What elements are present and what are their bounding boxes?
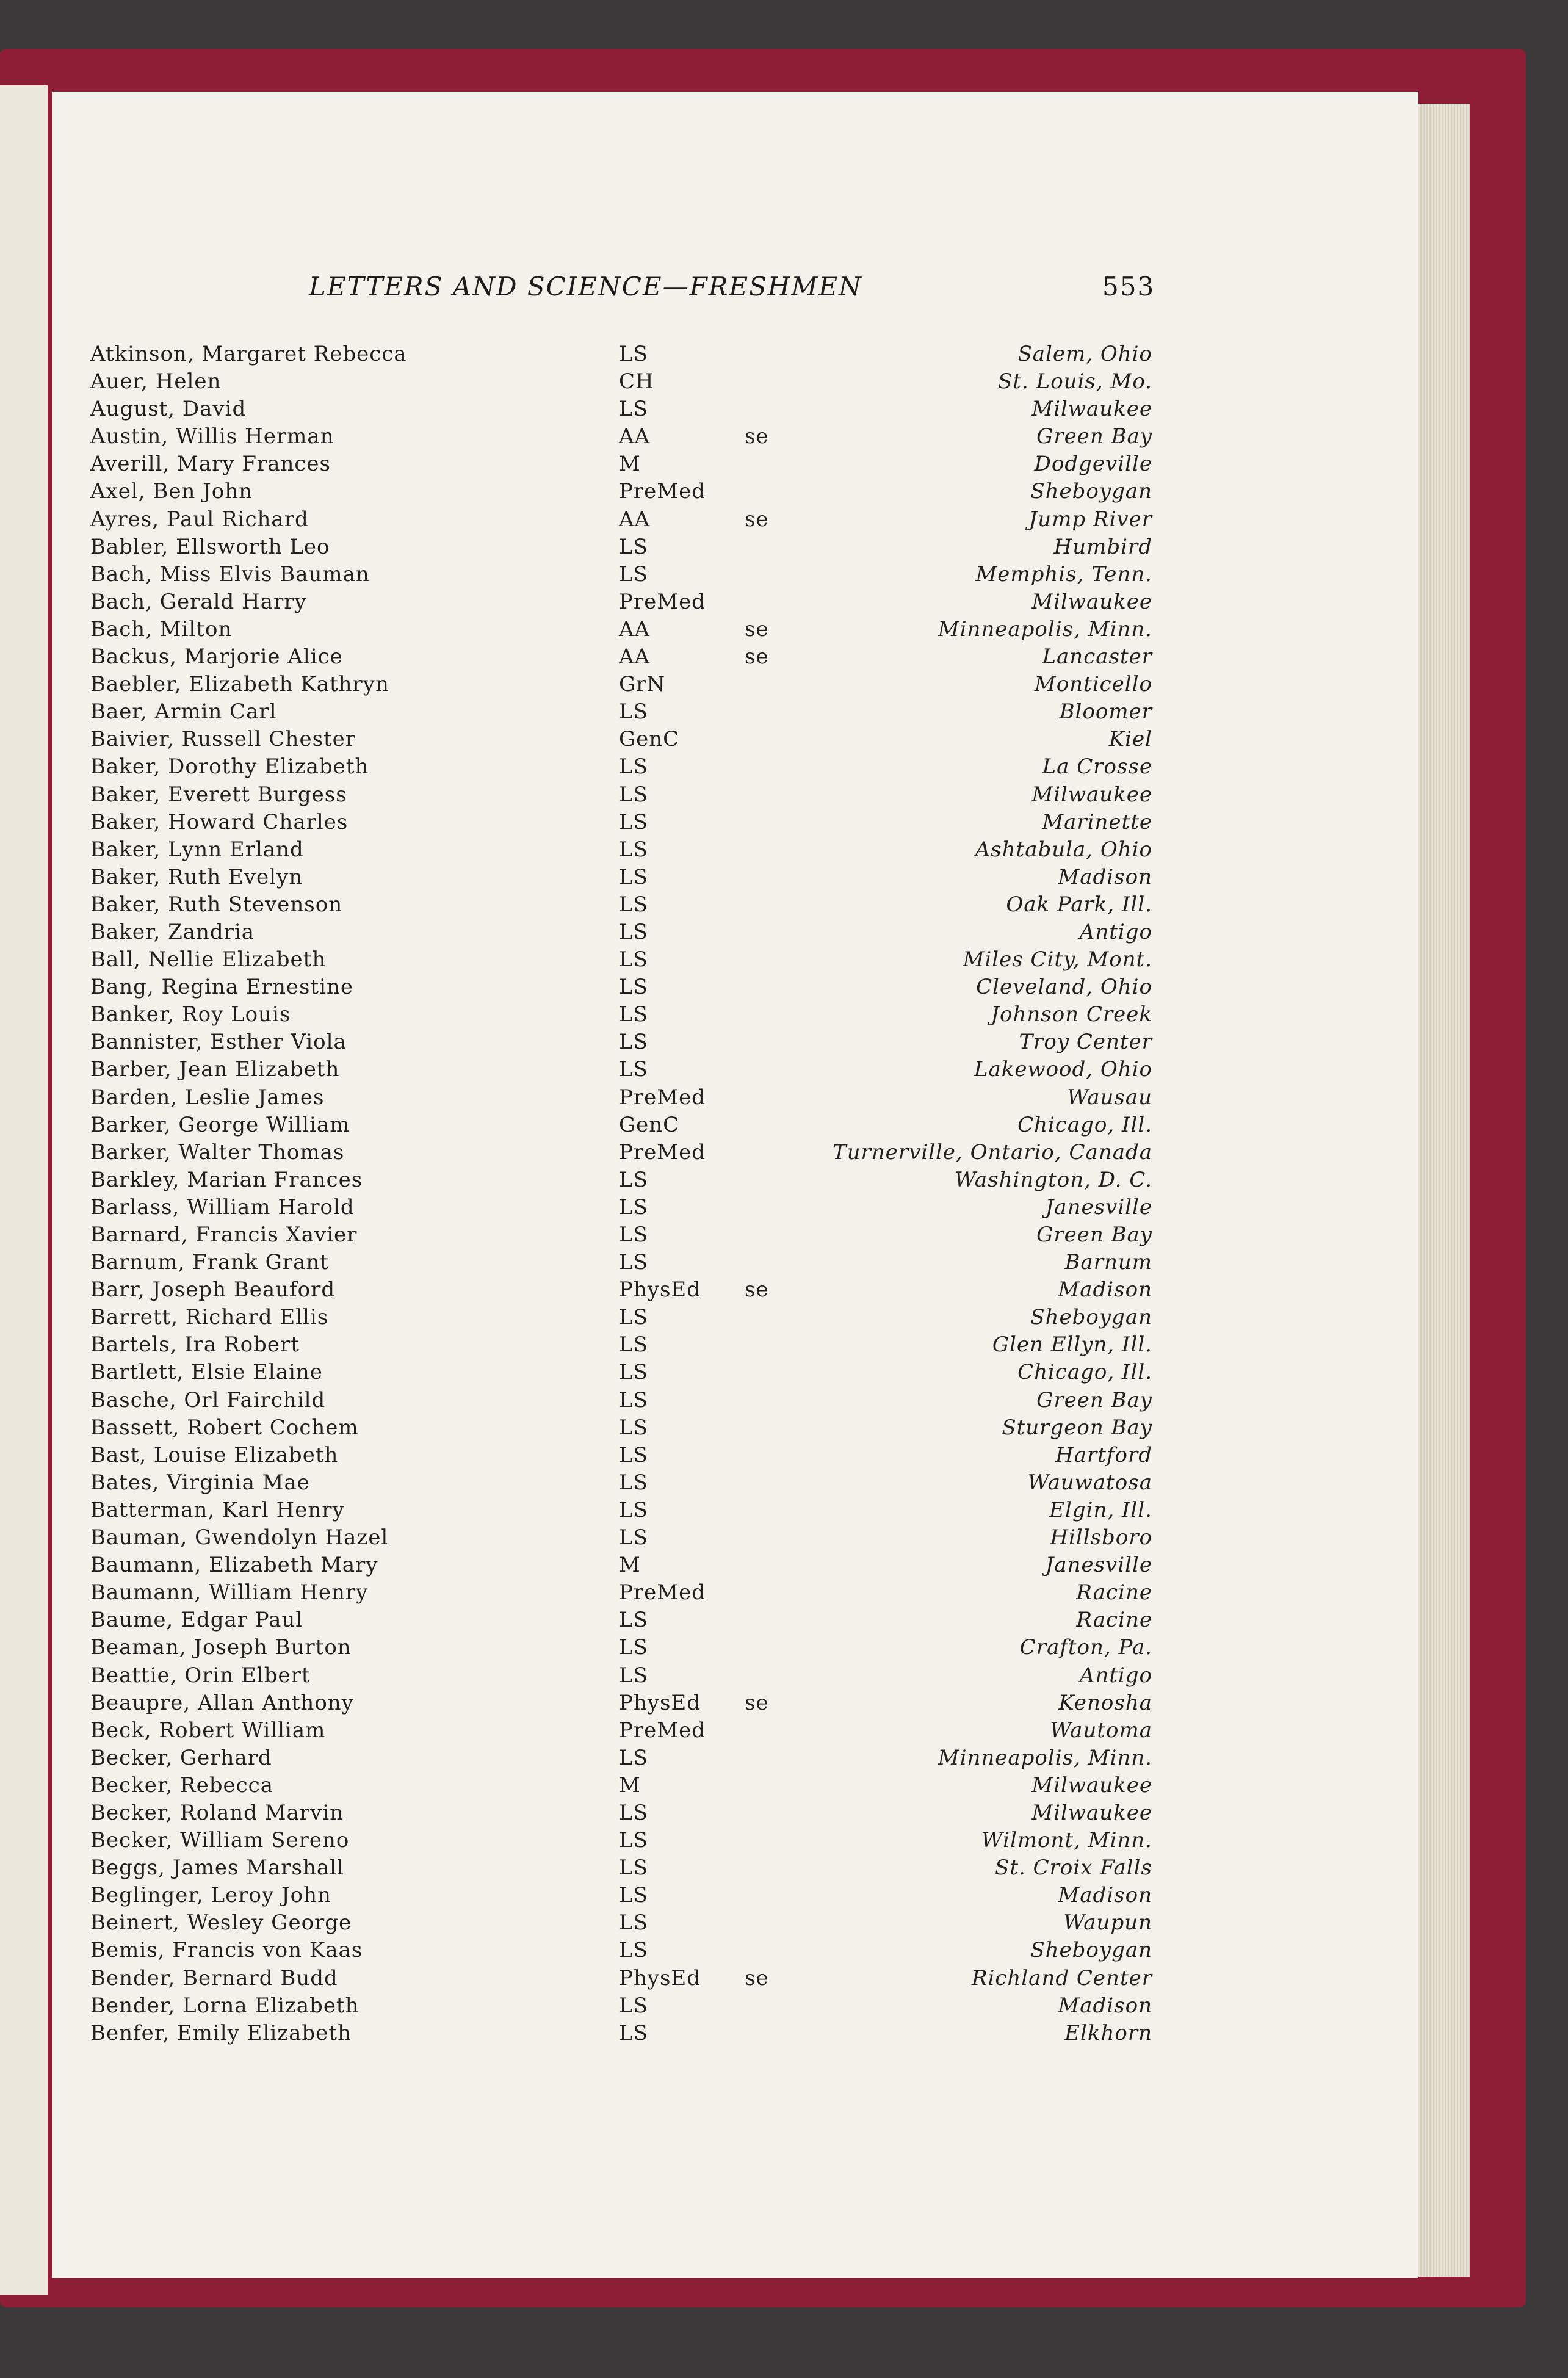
hometown: Janesville [1045, 1553, 1152, 1578]
hometown: St. Louis, Mo. [998, 369, 1152, 394]
course-code: LS [619, 397, 648, 422]
student-name: Beaman, Joseph Burton [90, 1635, 352, 1660]
hometown: Madison [1058, 1993, 1152, 2018]
list-item [90, 1579, 1152, 1606]
list-item [90, 1965, 1152, 1992]
course-code: LS [619, 1663, 648, 1688]
student-name: Auer, Helen [90, 369, 222, 394]
student-name: Beglinger, Leroy John [90, 1883, 331, 1908]
session-code: se [745, 1278, 769, 1303]
list-item [90, 1028, 1152, 1056]
student-name: Becker, Roland Marvin [90, 1800, 344, 1825]
list-item [90, 1882, 1152, 1909]
student-name: Baker, Lynn Erland [90, 837, 304, 862]
student-name: Bartlett, Elsie Elaine [90, 1360, 323, 1385]
hometown: Madison [1058, 864, 1152, 889]
course-code: LS [619, 892, 648, 917]
hometown: Milwaukee [1031, 589, 1152, 614]
hometown: Wilmont, Minn. [981, 1828, 1152, 1853]
course-code: PhysEd [619, 1278, 701, 1303]
course-code: LS [619, 2020, 648, 2045]
hometown: Glen Ellyn, Ill. [992, 1332, 1152, 1357]
hometown: Minneapolis, Minn. [938, 1745, 1152, 1770]
page-stack-edge [1418, 104, 1470, 2277]
hometown: La Crosse [1042, 754, 1152, 779]
course-code: LS [619, 1194, 648, 1220]
course-code: LS [619, 1167, 648, 1192]
student-name: Basche, Orl Fairchild [90, 1387, 326, 1412]
list-item [90, 616, 1152, 643]
list-item [90, 1276, 1152, 1304]
hometown: Janesville [1045, 1194, 1152, 1220]
hometown: Green Bay [1036, 1387, 1152, 1412]
student-name: Barlass, William Harold [90, 1194, 355, 1220]
student-name: Bach, Milton [90, 616, 233, 641]
student-name: Baivier, Russell Chester [90, 727, 356, 752]
student-name: Baume, Edgar Paul [90, 1608, 303, 1633]
course-code: LS [619, 975, 648, 1000]
course-code: LS [619, 1745, 648, 1770]
hometown: Elgin, Ill. [1049, 1497, 1152, 1522]
student-name: Ayres, Paul Richard [90, 507, 309, 532]
course-code: PreMed [619, 1140, 706, 1165]
hometown: Chicago, Ill. [1017, 1360, 1152, 1385]
list-item [90, 396, 1152, 423]
list-item [90, 946, 1152, 974]
hometown: Wausau [1067, 1085, 1152, 1110]
list-item [90, 919, 1152, 946]
student-name: Becker, Gerhard [90, 1745, 272, 1770]
hometown: Racine [1076, 1580, 1152, 1605]
course-code: LS [619, 1497, 648, 1522]
list-item [90, 809, 1152, 836]
list-item [90, 1497, 1152, 1524]
hometown: Kiel [1108, 727, 1152, 752]
list-item [90, 1717, 1152, 1744]
list-item [90, 974, 1152, 1001]
student-name: Becker, William Sereno [90, 1828, 350, 1853]
student-name: Bates, Virginia Mae [90, 1470, 310, 1495]
student-name: Beaupre, Allan Anthony [90, 1690, 354, 1715]
course-code: LS [619, 782, 648, 807]
course-code: M [619, 452, 641, 477]
student-name: Bender, Lorna Elizabeth [90, 1993, 359, 2018]
course-code: PreMed [619, 1718, 706, 1743]
list-item [90, 533, 1152, 561]
list-item [90, 1249, 1152, 1276]
student-name: Bach, Miss Elvis Bauman [90, 562, 370, 587]
student-name: August, David [90, 397, 247, 422]
hometown: Milwaukee [1031, 1773, 1152, 1798]
course-code: LS [619, 1883, 648, 1908]
course-code: LS [619, 837, 648, 862]
student-name: Bach, Gerald Harry [90, 589, 307, 614]
course-code: LS [619, 1250, 648, 1275]
hometown: Waupun [1063, 1910, 1152, 1935]
course-code: LS [619, 1525, 648, 1550]
student-name: Bannister, Esther Viola [90, 1030, 347, 1055]
list-item [90, 1552, 1152, 1579]
hometown: Jump River [1028, 507, 1152, 532]
list-item [90, 1166, 1152, 1194]
session-code: se [745, 507, 769, 532]
list-item [90, 423, 1152, 450]
list-item [90, 341, 1152, 368]
list-item [90, 1414, 1152, 1442]
course-code: LS [619, 809, 648, 834]
course-code: LS [619, 1415, 648, 1440]
list-item [90, 561, 1152, 588]
student-name: Austin, Willis Herman [90, 424, 334, 449]
student-name: Barnum, Frank Grant [90, 1250, 329, 1275]
list-item [90, 1221, 1152, 1249]
list-item [90, 1304, 1152, 1331]
hometown: Antigo [1079, 1663, 1152, 1688]
student-name: Barber, Jean Elizabeth [90, 1057, 340, 1082]
student-name: Beck, Robert William [90, 1718, 326, 1743]
hometown: Hartford [1055, 1442, 1152, 1467]
list-item [90, 1469, 1152, 1497]
student-name: Baker, Everett Burgess [90, 782, 347, 807]
student-list [90, 341, 1152, 2047]
hometown: Elkhorn [1064, 2020, 1152, 2045]
student-name: Baker, Ruth Evelyn [90, 864, 303, 889]
list-item [90, 1690, 1152, 1717]
course-code: AA [619, 424, 651, 449]
course-code: LS [619, 1470, 648, 1495]
running-header-title: LETTERS AND SCIENCE—FRESHMEN [309, 272, 862, 302]
hometown: Wautoma [1050, 1718, 1152, 1743]
course-code: LS [619, 1305, 648, 1330]
course-code: CH [619, 369, 654, 394]
course-code: LS [619, 342, 648, 366]
list-item [90, 1084, 1152, 1111]
course-code: PreMed [619, 1085, 706, 1110]
course-code: LS [619, 1030, 648, 1055]
hometown: Chicago, Ill. [1017, 1112, 1152, 1137]
list-item [90, 698, 1152, 726]
list-item [90, 2020, 1152, 2047]
list-item [90, 1194, 1152, 1221]
course-code: M [619, 1773, 641, 1798]
student-name: Becker, Rebecca [90, 1773, 273, 1798]
course-code: GenC [619, 727, 680, 752]
student-name: Axel, Ben John [90, 479, 253, 504]
course-code: PreMed [619, 479, 706, 504]
hometown: Monticello [1034, 672, 1152, 697]
hometown: Hillsboro [1050, 1525, 1152, 1550]
hometown: Johnson Creek [991, 1002, 1152, 1027]
hometown: Lakewood, Ohio [974, 1057, 1152, 1082]
hometown: Troy Center [1019, 1030, 1152, 1055]
student-name: Baker, Howard Charles [90, 809, 349, 834]
hometown: Antigo [1079, 919, 1152, 944]
course-code: LS [619, 1800, 648, 1825]
student-name: Bang, Regina Ernestine [90, 975, 353, 1000]
hometown: Memphis, Tenn. [975, 562, 1152, 587]
session-code: se [745, 1965, 769, 1990]
student-name: Bast, Louise Elizabeth [90, 1442, 339, 1467]
list-item [90, 1111, 1152, 1139]
list-item [90, 781, 1152, 809]
hometown: Wauwatosa [1027, 1470, 1152, 1495]
course-code: LS [619, 1828, 648, 1853]
hometown: Bloomer [1059, 699, 1152, 725]
list-item [90, 1937, 1152, 1964]
student-name: Bartels, Ira Robert [90, 1332, 300, 1357]
list-item [90, 1909, 1152, 1937]
student-name: Bassett, Robert Cochem [90, 1415, 359, 1440]
list-item [90, 726, 1152, 753]
student-name: Babler, Ellsworth Leo [90, 534, 330, 559]
course-code: LS [619, 754, 648, 779]
student-name: Ball, Nellie Elizabeth [90, 947, 327, 972]
course-code: LS [619, 1442, 648, 1467]
student-name: Beinert, Wesley George [90, 1910, 352, 1935]
course-code: LS [619, 1993, 648, 2018]
hometown: Salem, Ohio [1017, 342, 1152, 366]
student-name: Benfer, Emily Elizabeth [90, 2020, 352, 2045]
list-item [90, 506, 1152, 533]
list-item [90, 1799, 1152, 1827]
list-item [90, 1992, 1152, 2020]
student-name: Barr, Joseph Beauford [90, 1278, 336, 1303]
list-item [90, 671, 1152, 698]
course-code: LS [619, 947, 648, 972]
student-name: Baker, Zandria [90, 919, 255, 944]
student-name: Backus, Marjorie Alice [90, 645, 343, 670]
hometown: Humbird [1053, 534, 1152, 559]
course-code: LS [619, 864, 648, 889]
list-item [90, 864, 1152, 891]
list-item [90, 643, 1152, 671]
hometown: Green Bay [1036, 1223, 1152, 1247]
student-name: Barnard, Francis Xavier [90, 1223, 358, 1247]
course-code: PreMed [619, 589, 706, 614]
session-code: se [745, 645, 769, 670]
list-item [90, 891, 1152, 919]
course-code: PreMed [619, 1580, 706, 1605]
course-code: LS [619, 1057, 648, 1082]
student-name: Baker, Dorothy Elizabeth [90, 754, 369, 779]
student-name: Baker, Ruth Stevenson [90, 892, 343, 917]
course-code: PhysEd [619, 1690, 701, 1715]
student-name: Barkley, Marian Frances [90, 1167, 363, 1192]
list-item [90, 1001, 1152, 1028]
student-name: Barker, George William [90, 1112, 350, 1137]
hometown: Sturgeon Bay [1002, 1415, 1152, 1440]
list-item [90, 1359, 1152, 1386]
course-code: AA [619, 616, 651, 641]
student-name: Barden, Leslie James [90, 1085, 325, 1110]
hometown: Kenosha [1058, 1690, 1152, 1715]
list-item [90, 1139, 1152, 1166]
list-item [90, 1387, 1152, 1414]
student-name: Atkinson, Margaret Rebecca [90, 342, 407, 366]
student-name: Beattie, Orin Elbert [90, 1663, 311, 1688]
list-item [90, 1827, 1152, 1854]
student-name: Bemis, Francis von Kaas [90, 1938, 363, 1963]
student-name: Baumann, William Henry [90, 1580, 369, 1605]
hometown: Madison [1058, 1278, 1152, 1303]
course-code: GenC [619, 1112, 680, 1137]
list-item [90, 1442, 1152, 1469]
student-name: Baebler, Elizabeth Kathryn [90, 672, 389, 697]
hometown: Ashtabula, Ohio [975, 837, 1152, 862]
course-code: LS [619, 1223, 648, 1247]
hometown: Marinette [1042, 809, 1152, 834]
course-code: AA [619, 507, 651, 532]
hometown: Oak Park, Ill. [1006, 892, 1152, 917]
course-code: PhysEd [619, 1965, 701, 1990]
hometown: Sheboygan [1030, 479, 1152, 504]
hometown: Barnum [1064, 1250, 1152, 1275]
list-item [90, 478, 1152, 505]
hometown: Madison [1058, 1883, 1152, 1908]
list-item [90, 836, 1152, 864]
list-item [90, 1634, 1152, 1661]
course-code: LS [619, 1938, 648, 1963]
hometown: Sheboygan [1030, 1938, 1152, 1963]
hometown: Racine [1076, 1608, 1152, 1633]
list-item [90, 450, 1152, 478]
course-code: LS [619, 1856, 648, 1881]
hometown: St. Croix Falls [995, 1856, 1152, 1881]
student-name: Bender, Bernard Budd [90, 1965, 338, 1990]
session-code: se [745, 424, 769, 449]
list-item [90, 1854, 1152, 1882]
hometown: Turnerville, Ontario, Canada [832, 1140, 1152, 1165]
previous-page-edge [0, 85, 48, 2295]
list-item [90, 753, 1152, 781]
hometown: Milwaukee [1031, 782, 1152, 807]
hometown: Milwaukee [1031, 397, 1152, 422]
student-name: Averill, Mary Frances [90, 452, 331, 477]
course-code: LS [619, 1608, 648, 1633]
course-code: LS [619, 1910, 648, 1935]
hometown: Lancaster [1042, 645, 1152, 670]
hometown: Miles City, Mont. [963, 947, 1152, 972]
hometown: Sheboygan [1030, 1305, 1152, 1330]
list-item [90, 1056, 1152, 1083]
student-name: Barrett, Richard Ellis [90, 1305, 329, 1330]
course-code: LS [619, 1332, 648, 1357]
session-code: se [745, 1690, 769, 1715]
hometown: Minneapolis, Minn. [938, 616, 1152, 641]
list-item [90, 1331, 1152, 1359]
course-code: LS [619, 699, 648, 725]
hometown: Washington, D. C. [954, 1167, 1152, 1192]
course-code: GrN [619, 672, 666, 697]
hometown: Crafton, Pa. [1019, 1635, 1152, 1660]
course-code: LS [619, 534, 648, 559]
course-code: LS [619, 1002, 648, 1027]
course-code: LS [619, 919, 648, 944]
course-code: LS [619, 562, 648, 587]
hometown: Dodgeville [1034, 452, 1152, 477]
course-code: AA [619, 645, 651, 670]
student-name: Barker, Walter Thomas [90, 1140, 345, 1165]
page-number: 553 [1102, 272, 1155, 302]
list-item [90, 1662, 1152, 1690]
student-name: Bauman, Gwendolyn Hazel [90, 1525, 389, 1550]
course-code: LS [619, 1360, 648, 1385]
student-name: Baumann, Elizabeth Mary [90, 1553, 378, 1578]
student-name: Baer, Armin Carl [90, 699, 277, 725]
session-code: se [745, 616, 769, 641]
list-item [90, 1606, 1152, 1634]
course-code: M [619, 1553, 641, 1578]
course-code: LS [619, 1635, 648, 1660]
list-item [90, 588, 1152, 616]
list-item [90, 1772, 1152, 1799]
hometown: Cleveland, Ohio [976, 975, 1152, 1000]
hometown: Milwaukee [1031, 1800, 1152, 1825]
student-name: Banker, Roy Louis [90, 1002, 291, 1027]
student-name: Beggs, James Marshall [90, 1856, 344, 1881]
course-code: LS [619, 1387, 648, 1412]
list-item [90, 1524, 1152, 1552]
list-item [90, 1744, 1152, 1772]
student-name: Batterman, Karl Henry [90, 1497, 345, 1522]
hometown: Richland Center [971, 1965, 1152, 1990]
hometown: Green Bay [1036, 424, 1152, 449]
list-item [90, 368, 1152, 396]
